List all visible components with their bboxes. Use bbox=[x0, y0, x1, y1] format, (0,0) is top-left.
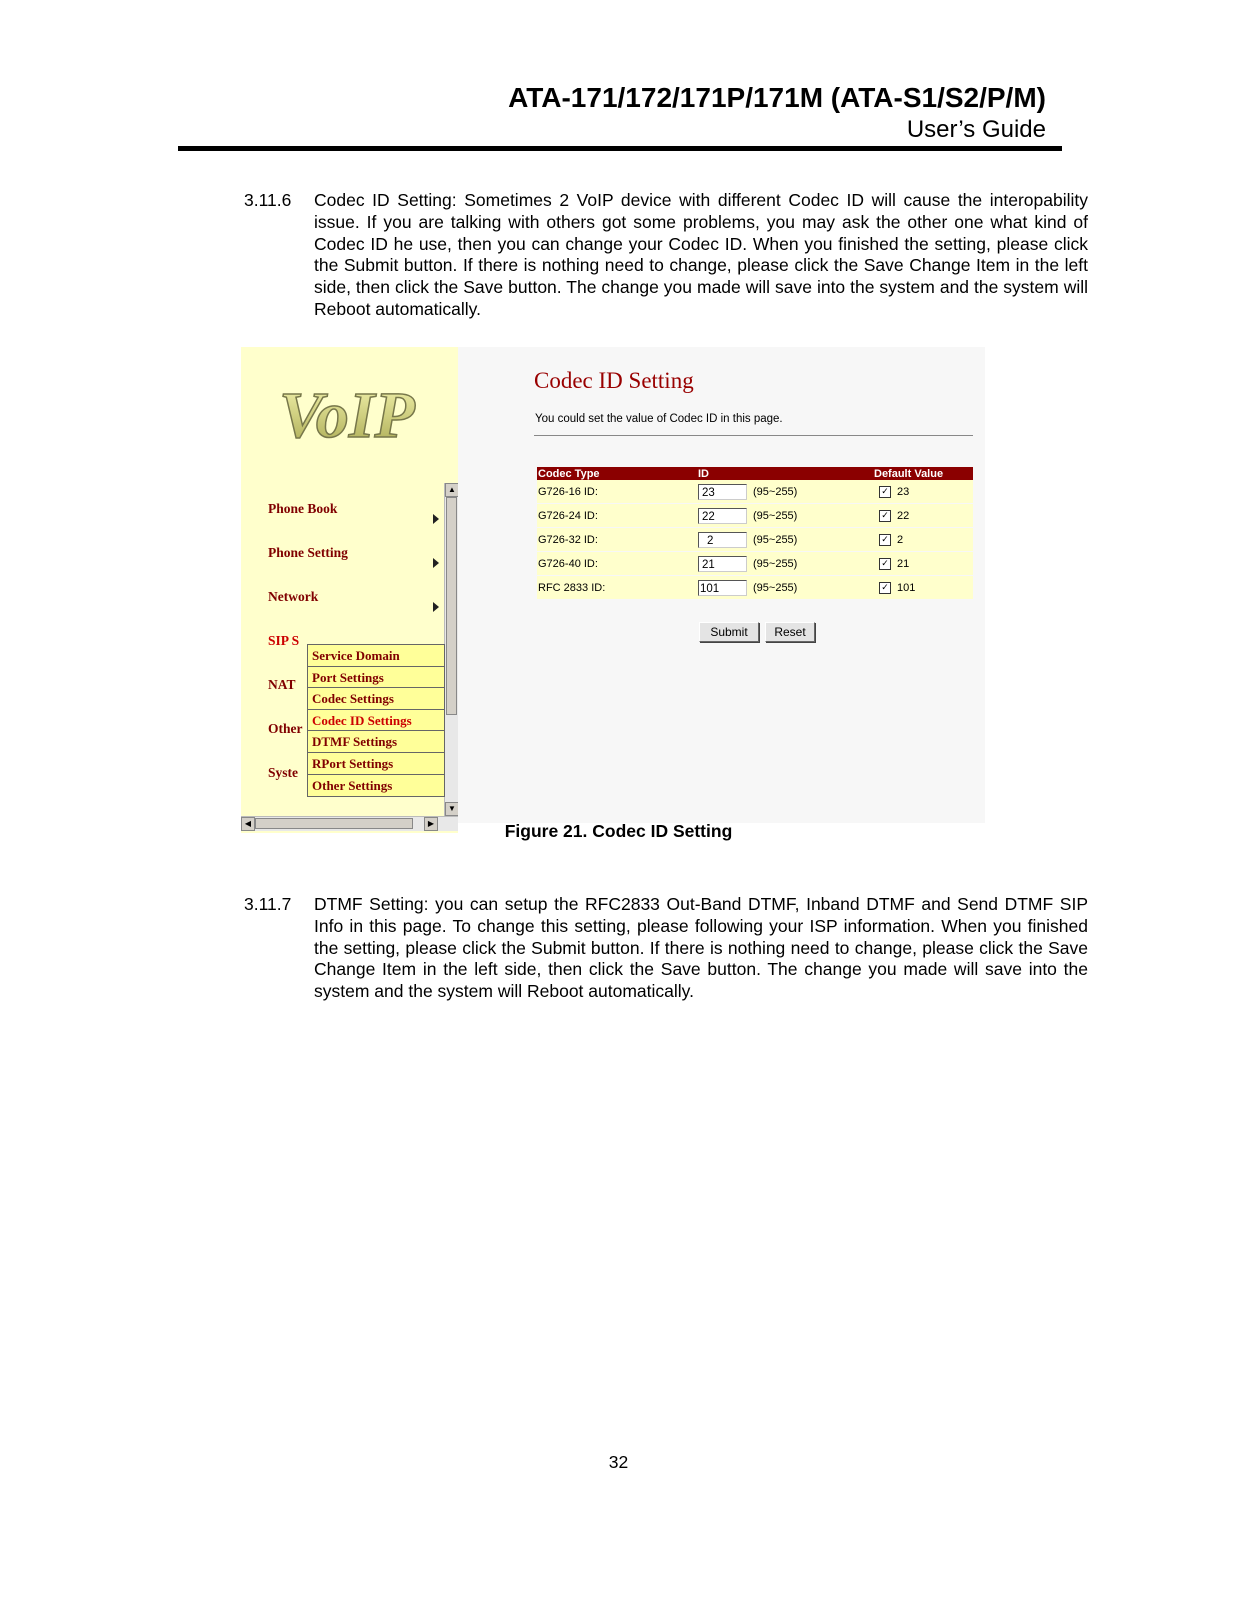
default-cell bbox=[873, 504, 973, 528]
nav-item-phone-book[interactable]: Phone Book bbox=[268, 501, 338, 516]
submit-button[interactable]: Submit bbox=[699, 622, 759, 642]
range-hint: (95~255) bbox=[753, 485, 798, 498]
nav-item-system[interactable]: Syste bbox=[268, 765, 298, 780]
table-row bbox=[537, 504, 973, 528]
id-input-g726-32[interactable]: 2 bbox=[698, 532, 747, 548]
nav-frame bbox=[241, 347, 458, 833]
default-value: 22 bbox=[897, 509, 910, 522]
scroll-left-icon[interactable]: ◀ bbox=[241, 817, 255, 831]
codec-id-screenshot bbox=[241, 347, 985, 833]
heading-divider bbox=[534, 435, 973, 436]
codec-type-cell: G726-40 ID: bbox=[537, 552, 697, 576]
vertical-scrollbar[interactable] bbox=[444, 483, 458, 816]
id-cell bbox=[697, 528, 873, 552]
submenu-codec-settings[interactable]: Codec Settings bbox=[308, 688, 444, 710]
submenu-service-domain[interactable]: Service Domain bbox=[308, 645, 444, 667]
codec-type-cell: G726-24 ID: bbox=[537, 504, 697, 528]
voip-logo bbox=[247, 371, 447, 461]
section-number: 3.11.6 bbox=[244, 190, 292, 210]
default-checkbox[interactable]: ✓ bbox=[879, 534, 891, 546]
page-description: You could set the value of Codec ID in this page. bbox=[535, 413, 783, 425]
document-subtitle: User’s Guide bbox=[906, 116, 1046, 143]
scroll-down-icon[interactable]: ▼ bbox=[445, 802, 458, 816]
section-text: Codec ID Setting: Sometimes 2 VoIP device with different Codec ID will cause the interopability issue. If you are talking with others got some problems, you may ask the other one what kind of Codec ID he use, then you can change your Codec ID. When you finished the setting, please click the Submit button. If there is nothing need to change, please click the Save Change Item in the left side, then click the Save button. The change you made will save into the system and the system will Reboot automatically. bbox=[314, 190, 1088, 319]
id-cell bbox=[697, 480, 873, 504]
table-row bbox=[537, 552, 973, 576]
scroll-thumb[interactable] bbox=[446, 497, 457, 715]
table-row bbox=[537, 528, 973, 552]
codec-type-cell: G726-16 ID: bbox=[537, 480, 697, 504]
section-codec-id bbox=[244, 190, 1088, 321]
default-cell bbox=[873, 528, 973, 552]
codec-type-cell: RFC 2833 ID: bbox=[537, 576, 697, 600]
chevron-right-icon bbox=[433, 514, 439, 524]
scroll-right-icon[interactable]: ▶ bbox=[424, 817, 438, 831]
id-input-rfc2833[interactable]: 101 bbox=[698, 580, 747, 596]
codec-type-cell: G726-32 ID: bbox=[537, 528, 697, 552]
default-cell bbox=[873, 552, 973, 576]
submenu-other-settings[interactable]: Other Settings bbox=[312, 777, 393, 793]
document-title: ATA-171/172/171P/171M (ATA-S1/S2/P/M) bbox=[508, 82, 1046, 113]
chevron-right-icon bbox=[433, 558, 439, 568]
logo-text: VoIP bbox=[279, 379, 415, 452]
content-frame bbox=[458, 347, 985, 823]
table-header-row bbox=[537, 467, 973, 480]
nav-item-network[interactable]: Network bbox=[268, 589, 319, 604]
default-value: 101 bbox=[897, 581, 916, 594]
submenu-rport-settings[interactable]: RPort Settings bbox=[308, 753, 444, 775]
default-cell bbox=[873, 480, 973, 504]
default-checkbox[interactable]: ✓ bbox=[879, 486, 891, 498]
nav-item-sip-settings[interactable]: SIP S bbox=[268, 633, 300, 648]
default-checkbox[interactable]: ✓ bbox=[879, 558, 891, 570]
section-text: DTMF Setting: you can setup the RFC2833 Out-Band DTMF, Inband DTMF and Send DTMF SIP Info in this page. To change this setting, please following your ISP information. When you finished the setting, please click the Submit button. If there is nothing need to change, please click the Save Change Item in the left side, then click the Save button. The change you made will save into the system and the system will Reboot automatically. bbox=[314, 894, 1088, 1002]
figure-caption: Figure 21. Codec ID Setting bbox=[504, 821, 733, 841]
codec-id-table bbox=[537, 467, 973, 600]
header-rule bbox=[178, 146, 1062, 151]
table-row bbox=[537, 480, 973, 504]
column-header-default-value: Default Value bbox=[873, 467, 973, 480]
submenu-port-settings[interactable]: Port Settings bbox=[308, 667, 444, 689]
default-cell bbox=[873, 576, 973, 600]
page-number: 32 bbox=[608, 1452, 629, 1472]
nav-item-phone-setting[interactable]: Phone Setting bbox=[268, 545, 348, 560]
table-row bbox=[537, 576, 973, 600]
range-hint: (95~255) bbox=[753, 533, 798, 546]
id-cell bbox=[697, 552, 873, 576]
id-input-g726-40[interactable]: 21 bbox=[698, 556, 747, 572]
range-hint: (95~255) bbox=[753, 557, 798, 570]
default-value: 21 bbox=[897, 557, 910, 570]
range-hint: (95~255) bbox=[753, 509, 798, 522]
range-hint: (95~255) bbox=[753, 581, 798, 594]
nav-item-other[interactable]: Other bbox=[268, 721, 303, 736]
default-value: 2 bbox=[897, 533, 904, 546]
reset-button[interactable]: Reset bbox=[765, 622, 815, 642]
sip-submenu bbox=[307, 644, 445, 797]
submenu-codec-id-settings[interactable]: Codec ID Settings bbox=[308, 710, 444, 732]
scroll-up-icon[interactable]: ▲ bbox=[445, 483, 458, 497]
default-value: 23 bbox=[897, 485, 910, 498]
id-input-g726-16[interactable]: 23 bbox=[698, 484, 747, 500]
chevron-right-icon bbox=[433, 602, 439, 612]
column-header-codec-type: Codec Type bbox=[537, 467, 697, 480]
default-checkbox[interactable]: ✓ bbox=[879, 582, 891, 594]
id-input-g726-24[interactable]: 22 bbox=[698, 508, 747, 524]
submenu-dtmf-settings[interactable]: DTMF Settings bbox=[308, 731, 444, 753]
page-heading: Codec ID Setting bbox=[534, 368, 694, 393]
id-cell bbox=[697, 504, 873, 528]
section-dtmf bbox=[244, 894, 1088, 1003]
default-checkbox[interactable]: ✓ bbox=[879, 510, 891, 522]
nav-item-nat[interactable]: NAT bbox=[268, 677, 296, 692]
column-header-id: ID bbox=[697, 467, 873, 480]
id-cell bbox=[697, 576, 873, 600]
section-number: 3.11.7 bbox=[244, 894, 292, 914]
